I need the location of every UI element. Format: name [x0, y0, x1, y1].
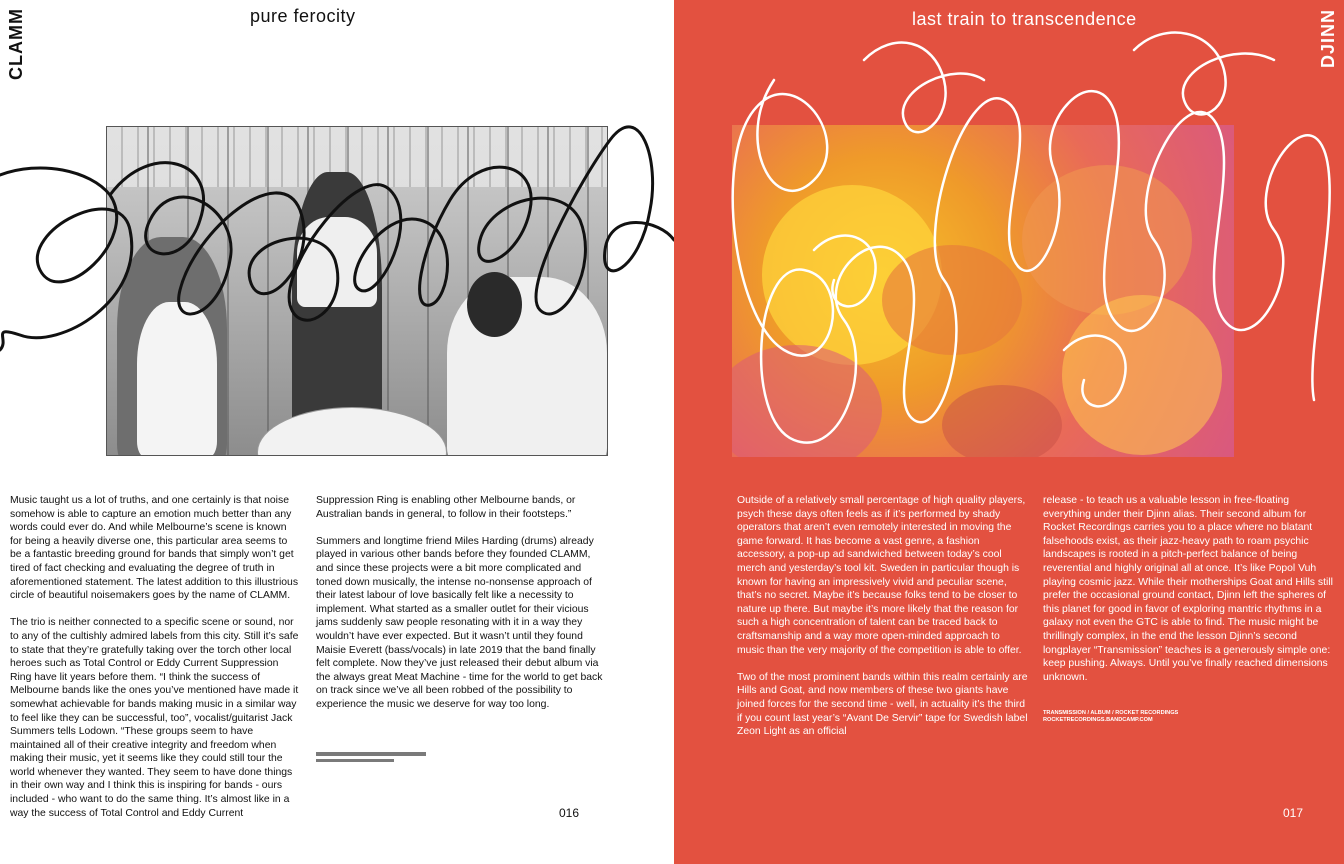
- paragraph: Outside of a relatively small percentage of high quality players, psych these days often feels as if it’s performed by shady operators that aren’t even remotely interested in moving the game forward. It has become a vast genre, a fashion accessory, a pop-up ad sandwiched between today’s cool merch and yesterday’s tool kit. Sweden in particular though is known for having an impressively vivid and peculiar scene, that’s no secret. Maybe it’s because folks tend to be closer to nature up there. But maybe it’s more likely that the reason for such a high concentration of talent can be traced back to craftsmanship and a way more open-minded approach to music than the very majority of the competition is able to offer.: [737, 495, 1026, 656]
- credits-url: ROCKETRECORDINGS.BANDCAMP.COM: [1043, 717, 1153, 723]
- album-credits: [1043, 710, 1178, 724]
- headline-djinn: last train to transcendence: [912, 9, 1137, 29]
- credits-release: TRANSMISSION / ALBUM / ROCKET RECORDINGS: [1043, 710, 1179, 716]
- article-column-2: [1043, 494, 1339, 698]
- article-column-1: [10, 494, 300, 834]
- decorative-bar: [316, 759, 394, 762]
- right-page: [674, 0, 1344, 864]
- band-name-clamm: CLAMM: [6, 8, 26, 80]
- paragraph: release - to teach us a valuable lesson in free-floating everything under their Djinn alias. Their second album for Rocket Recordings carries you to a place where no blatant falsehoods exist, as their jazz-heavy path to roam psychic landscapes is rooted in a pitch-perfect balance of being reverential and highly original all at once. It’s like Popol Vuh playing cosmic jazz. While their motherships Goat and Hills still prefer the occasional ground contact, Djinn left the spheres of this planet for good in favor of exploring mantric rhythms in a galaxy not even the GTC is able to find. The music might be thrillingly complex, in the end the lesson Djinn’s second longplayer “Transmission” teaches is a generously simple one: keep pushing. Always. Until you’ve finally reached dimensions unknown.: [1043, 495, 1333, 683]
- paragraph: Two of the most prominent bands within this realm certainly are Hills and Goat, and now members of these two giants have joined forces for the second time - well, in actuality it’s the third if you count last year’s “Avant De Servir” tape for Swedish label Zeon Light as an official: [737, 671, 1028, 738]
- band-name-djinn: DJINN: [1318, 8, 1338, 68]
- paragraph: Music taught us a lot of truths, and one certainly is that noise somehow is able to capture an emotion much better than any words could ever do. And while Melbourne’s scene is known for being a heavily diverse one, this particular area seems to be a fantastic breeding ground for bands that simply won’t get tired of fact checking and evaluating the degree of truth in aforementioned statement. The latest addition to this illustrious circle of beautiful noisemakers goes by the name of CLAMM.: [10, 495, 299, 602]
- page-number: 017: [1283, 806, 1304, 820]
- paragraph: Suppression Ring is enabling other Melbourne bands, or Australian bands in general, to follow in their footsteps.”: [316, 495, 576, 520]
- paragraph: Summers and longtime friend Miles Harding (drums) already played in various other bands before they founded CLAMM, and since these projects were a bit more complicated and toned down musically, the intense no-nonsense approach of their latest labour of love basically felt like a necessity to implement. What started as a smaller outlet for their vicious jams suddenly saw people resonating with it in a way they wouldn’t have ever expected. But it wasn’t until they found Maisie Everett (bass/vocals) in late 2019 that the band finally felt complete. Now they’ve just released their debut album via the always great Meat Machine - time for the world to get back on track since we’ve all been robbed of the possibility to experience the music we deserve for way too long.: [316, 535, 603, 710]
- headline-clamm: pure ferocity: [250, 6, 356, 26]
- page-number: 016: [559, 806, 580, 820]
- paragraph: The trio is neither connected to a specific scene or sound, nor to any of the cultishly admired labels from this city. Still it’s safe to state that they’re gratefully taking over the torch other local heroes such as Total Control or Eddy Current Suppression Ring have lit years before them. “I think the success of Melbourne bands like the ones you’ve mentioned have made it somewhat achievable for bands making music in a similar way to feel like they can be successful, too”, vocalist/guitarist Jack Summers tells Lodown. “These groups seem to have maintained all of their creative integrity and freedom when making their music, yet it seems like they could still tour the world whenever they wanted. They seem to have done things in their own way and I think this is inspiring for bands - ours included - who want to do the same thing. It’s almost like in a way the success of Total Control and Eddy Current: [10, 617, 299, 819]
- article-column-1: [737, 494, 1029, 752]
- decorative-bar: [316, 752, 426, 756]
- album-photo-djinn: [732, 125, 1234, 457]
- article-column-2: [316, 494, 608, 725]
- band-photo-clamm: [106, 126, 608, 456]
